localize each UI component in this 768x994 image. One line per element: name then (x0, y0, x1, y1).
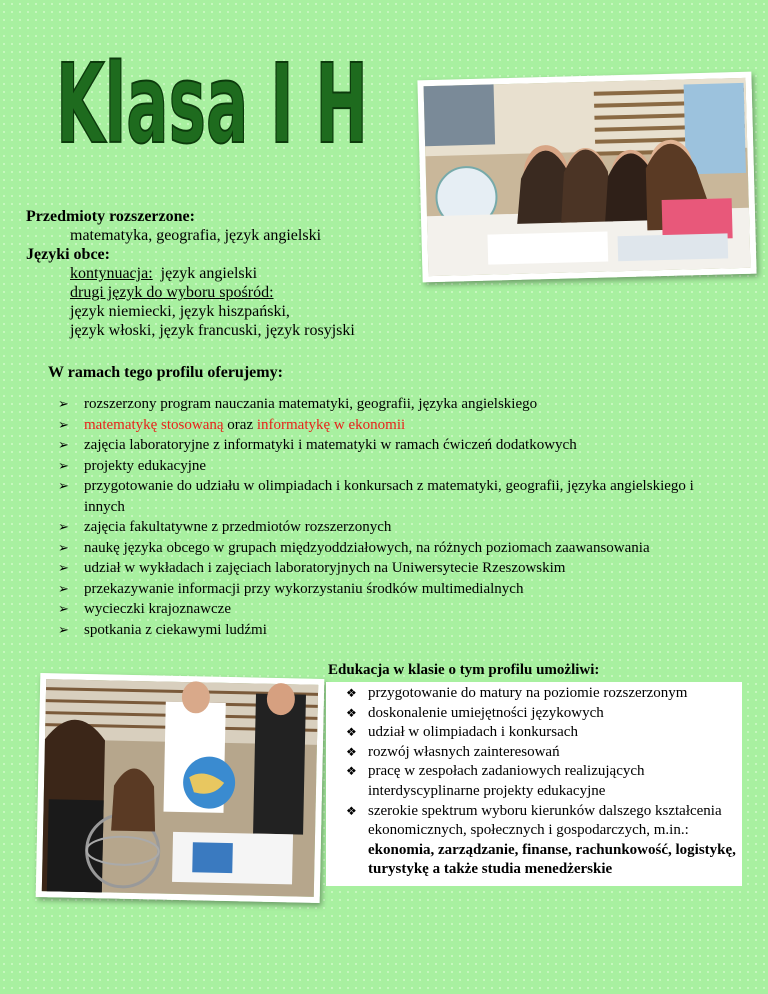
list-item: ➢ rozszerzony program nauczania matematyki, geografii, języka angielskiego (58, 394, 718, 415)
offer-list (58, 394, 718, 640)
continuation-line (26, 264, 355, 283)
arrow-bullet-icon: ➢ (58, 396, 69, 411)
education-heading: Edukacja w klasie o tym profilu umożliwi: (328, 662, 600, 678)
title-wordart (52, 40, 374, 168)
list-item: ❖ pracę w zespołach zadaniowych realizujących interdyscyplinarne projekty edukacyjne (346, 763, 645, 799)
diamond-bullet-icon: ❖ (346, 764, 357, 779)
highlight-it-economics: informatykę w ekonomii (256, 416, 406, 433)
education-list (334, 684, 736, 880)
subjects-section (26, 207, 355, 340)
list-item: ➢ projekty edukacyjne (58, 456, 718, 477)
arrow-bullet-icon: ➢ (58, 621, 69, 637)
arrow-bullet-icon: ➢ (58, 457, 69, 473)
education-section (326, 660, 742, 886)
continuation-label: kontynuacja: (70, 265, 153, 282)
fields-of-study-bold: ekonomia, zarządzanie, finanse, rachunkowość, logistykę, turystykę a także studia menedżerskie (368, 841, 736, 878)
diamond-bullet-icon: ❖ (346, 725, 357, 740)
list-item: ➢ wycieczki krajoznawcze (58, 599, 718, 620)
list-item: ➢ spotkania z ciekawymi ludźmi (58, 620, 718, 641)
diamond-bullet-icon: ❖ (346, 705, 357, 720)
foreign-languages-label: Języki obce: (26, 246, 110, 263)
second-language-options-2: język włoski, język francuski, język rosyjski (70, 322, 355, 339)
arrow-bullet-icon: ➢ (58, 601, 69, 616)
list-item: ❖ szerokie spektrum wyboru kierunków dalszego kształcenia ekonomicznych, społecznych i gospodarczych, m.in.: ekonomia, zarządzanie, finanse, rachunkowość, logistykę, turystykę a także studia menedżerskie (346, 802, 736, 878)
offer-heading: W ramach tego profilu oferujemy: (48, 364, 283, 381)
list-item: ➢ naukę języka obcego w grupach międzyoddziałowych, na różnych poziomach zaawansowania (58, 538, 718, 559)
arrow-bullet-icon: ➢ (58, 519, 69, 534)
students-photo-bottom (36, 673, 325, 903)
list-item: ➢ zajęcia fakultatywne z przedmiotów rozszerzonych (58, 517, 718, 538)
list-item: ❖ rozwój własnych zainteresowań (334, 743, 736, 763)
title-text: Klasa I H (56, 40, 368, 168)
education-box (326, 682, 742, 886)
arrow-bullet-icon: ➢ (58, 437, 69, 452)
diamond-bullet-icon: ❖ (346, 803, 357, 818)
list-item: ❖ doskonalenie umiejętności językowych (334, 704, 736, 724)
arrow-bullet-icon: ➢ (58, 539, 69, 555)
list-item: ➢ udział w wykładach i zajęciach laboratoryjnych na Uniwersytecie Rzeszowskim (58, 558, 718, 579)
extended-subjects-value: matematyka, geografia, język angielski (70, 227, 322, 244)
arrow-bullet-icon: ➢ (58, 560, 69, 575)
arrow-bullet-icon: ➢ (58, 580, 69, 596)
students-photo-top (417, 72, 756, 283)
diamond-bullet-icon: ❖ (346, 744, 357, 759)
list-item: ➢ przekazywanie informacji przy wykorzystaniu środków multimedialnych (58, 579, 718, 600)
list-item: ➢ matematykę stosowaną oraz informatykę w ekonomii (58, 415, 718, 436)
diamond-bullet-icon: ❖ (346, 686, 357, 700)
continuation-value: język angielski (160, 265, 258, 282)
highlight-applied-math: matematykę stosowaną (84, 416, 224, 433)
list-item: ➢ zajęcia laboratoryjne z informatyki i matematyki w ramach ćwiczeń dodatkowych (58, 435, 718, 456)
second-language-options-1: język niemiecki, język hiszpański, (70, 303, 290, 320)
list-item: ❖ udział w olimpiadach i konkursach (334, 723, 736, 743)
list-item: ➢ przygotowanie do udziału w olimpiadach i konkursach z matematyki, geografii, języka angielskiego i innych (58, 478, 694, 515)
extended-subjects-label: Przedmioty rozszerzone: (26, 208, 195, 225)
second-language-label: drugi język do wyboru spośród: (70, 284, 274, 301)
list-item: ❖ przygotowanie do matury na poziomie rozszerzonym (334, 684, 736, 704)
arrow-bullet-icon: ➢ (58, 478, 69, 493)
page-title (52, 40, 374, 168)
arrow-bullet-icon: ➢ (58, 416, 69, 432)
